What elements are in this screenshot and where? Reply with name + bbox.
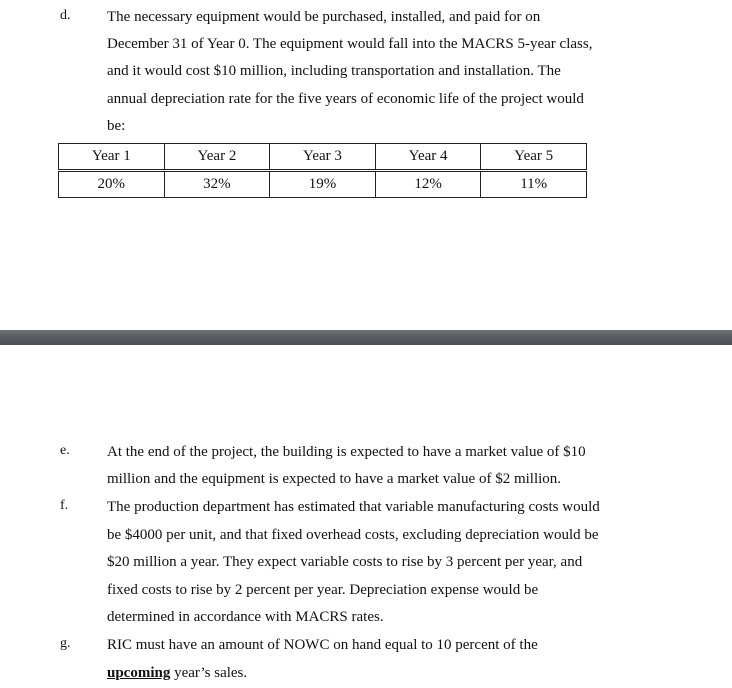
depreciation-table [58, 143, 587, 198]
item-f-line-3: $20 million a year. They expect variable costs to rise by 3 percent per year, and [107, 554, 583, 570]
item-f-line-1: The production department has estimated that variable manufacturing costs would [107, 499, 600, 515]
value-year-4: 12% [375, 171, 481, 198]
value-year-2: 32% [164, 171, 270, 198]
page-divider [0, 330, 732, 345]
item-g-emphasis: upcoming [107, 665, 171, 681]
header-year-5: Year 5 [481, 144, 587, 171]
item-d-line-2: December 31 of Year 0. The equipment would fall into the MACRS 5-year class, [107, 36, 593, 52]
value-year-5: 11% [481, 171, 587, 198]
item-d-line-1: The necessary equipment would be purchased, installed, and paid for on [107, 9, 541, 25]
header-year-2: Year 2 [164, 144, 270, 171]
item-e-line-1: At the end of the project, the building is expected to have a market value of $10 [107, 444, 586, 460]
item-f-line-5: determined in accordance with MACRS rates. [107, 609, 384, 625]
item-d-label: d. [60, 8, 71, 23]
item-e-line-2: million and the equipment is expected to have a market value of $2 million. [107, 471, 562, 487]
item-f-label: f. [60, 498, 69, 513]
header-year-3: Year 3 [270, 144, 376, 171]
item-f-line-4: fixed costs to rise by 2 percent per year. Depreciation expense would be [107, 582, 539, 598]
item-f-line-2: be $4000 per unit, and that fixed overhead costs, excluding depreciation would be [107, 527, 599, 543]
header-year-1: Year 1 [59, 144, 165, 171]
value-year-3: 19% [270, 171, 376, 198]
item-g-line-1: RIC must have an amount of NOWC on hand equal to 10 percent of the [107, 637, 538, 653]
item-g-line-2-rest: year’s sales. [170, 665, 248, 681]
item-d-line-3: and it would cost $10 million, including transportation and installation. The [107, 63, 561, 79]
table-header-row [59, 144, 587, 171]
header-year-4: Year 4 [375, 144, 481, 171]
item-g-line-2 [107, 664, 247, 682]
table-values-row [59, 171, 587, 198]
item-d-line-5: be: [107, 118, 126, 134]
item-e-label: e. [60, 443, 70, 458]
item-g-label: g. [60, 636, 71, 651]
item-d-line-4: annual depreciation rate for the five years of economic life of the project would [107, 91, 584, 107]
value-year-1: 20% [59, 171, 165, 198]
